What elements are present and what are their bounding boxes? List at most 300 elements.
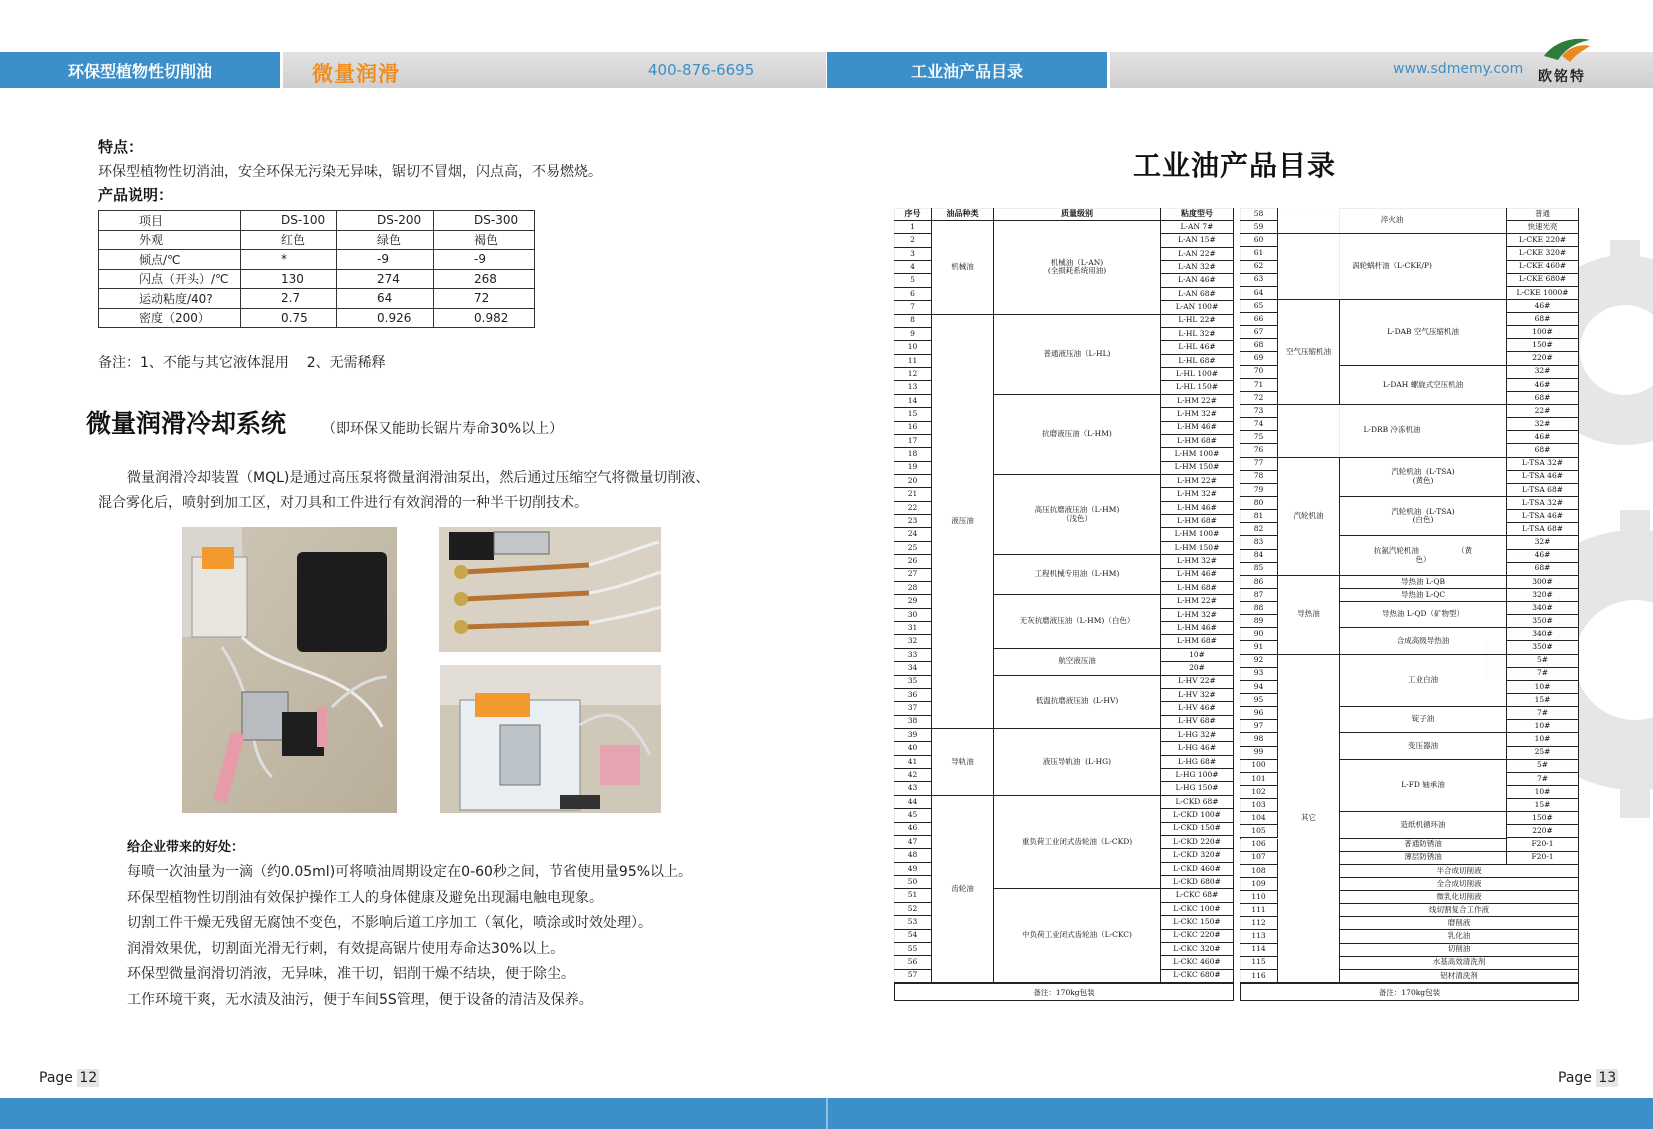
features-text: 环保型植物性切消油，安全环保无污染无异味，锯切不冒烟，闪点高，不易燃烧。 (98, 164, 602, 180)
catalog-grade: L-CKC 680# (1161, 970, 1234, 983)
catalog-row-number: 45 (894, 809, 932, 822)
catalog-row-number: 48 (894, 849, 932, 862)
spec-cell: 72 (434, 289, 535, 309)
catalog-grade: L-HM 32# (1161, 555, 1234, 568)
catalog-row-number: 109 (1240, 878, 1278, 891)
spec-cell: 运动粘度/40? (99, 289, 241, 309)
spec-cell: 闪点（开头）/℃ (99, 269, 241, 289)
catalog-row-number: 63 (1240, 274, 1278, 287)
catalog-row-number: 16 (894, 422, 932, 435)
catalog-row-number: 67 (1240, 326, 1278, 339)
catalog-row-number: 75 (1240, 431, 1278, 444)
catalog-grade: F20-1 (1507, 839, 1579, 852)
spec-row (99, 308, 535, 328)
catalog-row-number: 5 (894, 274, 932, 287)
catalog-row-number: 54 (894, 930, 932, 943)
catalog-quality: L-DAB 空气压缩机油 (1340, 300, 1507, 366)
catalog-quality: 工业白油 (1340, 655, 1507, 708)
catalog-row-number: 74 (1240, 418, 1278, 431)
catalog-row-number: 18 (894, 448, 932, 461)
catalog-grade: L-HL 100# (1161, 368, 1234, 381)
catalog-row-number: 52 (894, 903, 932, 916)
catalog-quality: 重负荷工业闭式齿轮油（L-CKD) (994, 796, 1161, 890)
page-label-left: Page (39, 1070, 73, 1086)
catalog-row-number: 35 (894, 676, 932, 689)
spec-cell: 绿色 (337, 230, 434, 250)
catalog-grade: 20# (1161, 662, 1234, 675)
spec-cell: 密度（200） (99, 308, 241, 328)
benefit-item: 切割工件干燥无残留无腐蚀不变色，不影响后道工序加工（氧化，喷涂或时效处理）。 (127, 915, 652, 931)
brand-name: 欧铭特 (1538, 69, 1586, 85)
page-num-left: 12 (79, 1070, 98, 1086)
catalog-grade: 5# (1507, 760, 1579, 773)
catalog-grade: L-HM 22# (1161, 395, 1234, 408)
catalog-grade: L-HM 32# (1161, 488, 1234, 501)
catalog-quality: 液压导轨油 (L-HG) (994, 729, 1161, 796)
catalog-row-number: 34 (894, 662, 932, 675)
catalog-row-number: 96 (1240, 707, 1278, 720)
catalog-grade: L-CKE 320# (1507, 247, 1579, 260)
catalog-row-number: 89 (1240, 615, 1278, 628)
benefits-heading: 给企业带来的好处： (127, 840, 245, 855)
catalog-grade: L-CKD 68# (1161, 796, 1234, 809)
catalog-grade: 46# (1507, 550, 1579, 563)
catalog-row-number: 28 (894, 582, 932, 595)
spec-cell: 0.982 (434, 308, 535, 328)
benefit-item: 润滑效果优，切割面光滑无行刺，有效提高锯片使用寿命达30%以上。 (127, 940, 565, 957)
catalog-row-number: 84 (1240, 550, 1278, 563)
catalog-header-cell: 油品种类 (932, 208, 994, 221)
catalog-grade: L-CKD 220# (1161, 836, 1234, 849)
catalog-quality: 高压抗磨液压油（L-HM) （浅色） (994, 475, 1161, 555)
page-number-right (1558, 1070, 1618, 1086)
catalog-grade: L-CKD 150# (1161, 823, 1234, 836)
catalog-grade: 68# (1507, 392, 1579, 405)
catalog-grade: L-HM 22# (1161, 595, 1234, 608)
catalog-quality: 微乳化切削液 (1340, 891, 1579, 904)
catalog-quality: L-DRB 冷冻机油 (1278, 405, 1507, 458)
remark-text: 备注：1、不能与其它液体混用 2、无需稀释 (98, 355, 386, 371)
catalog-grade: L-AN 46# (1161, 274, 1234, 287)
brand-logo-icon (1540, 34, 1592, 64)
spec-cell: 268 (434, 269, 535, 289)
catalog-row-number: 65 (1240, 300, 1278, 313)
catalog-grade: 46# (1507, 431, 1579, 444)
header-right-label: 工业油产品目录 (910, 61, 1023, 81)
catalog-quality: 导热油 L-QD（矿物型） (1340, 602, 1507, 628)
catalog-grade: 340# (1507, 628, 1579, 641)
catalog-row-number: 85 (1240, 563, 1278, 576)
catalog-category: 其它 (1278, 655, 1340, 983)
catalog-row-number: 76 (1240, 444, 1278, 457)
catalog-row-number: 103 (1240, 799, 1278, 812)
header-left-label-band (0, 52, 280, 88)
catalog-header-cell: 序号 (894, 208, 932, 221)
catalog-row-number: 26 (894, 555, 932, 568)
catalog-row-number: 9 (894, 328, 932, 341)
catalog-quality: 普通防锈油 (1340, 839, 1507, 852)
catalog-grade: 32# (1507, 366, 1579, 379)
catalog-quality: 导热油 L-QC (1340, 589, 1507, 602)
catalog-grade: 10# (1507, 720, 1579, 733)
catalog-grade: L-HM 150# (1161, 462, 1234, 475)
catalog-quality: 全合成切削液 (1340, 878, 1579, 891)
catalog-row-number: 3 (894, 248, 932, 261)
catalog-grade: 220# (1507, 825, 1579, 838)
catalog-row-number: 33 (894, 649, 932, 662)
system-title: 微量润滑冷却系统 (86, 409, 287, 438)
catalog-quality: 导热油 L-QB (1340, 576, 1507, 589)
catalog-grade: 10# (1507, 733, 1579, 746)
catalog-row-number: 62 (1240, 261, 1278, 274)
catalog-grade: 100# (1507, 326, 1579, 339)
catalog-grade: 350# (1507, 641, 1579, 654)
catalog-row-number: 29 (894, 595, 932, 608)
catalog-quality: 锭子油 (1340, 707, 1507, 733)
catalog-row-number: 114 (1240, 944, 1278, 957)
spec-cell: -9 (337, 250, 434, 270)
catalog-grade: L-CKC 220# (1161, 930, 1234, 943)
catalog-row-number: 7 (894, 301, 932, 314)
catalog-grade: L-HG 46# (1161, 742, 1234, 755)
catalog-grade: L-HM 32# (1161, 609, 1234, 622)
catalog-grade: L-HM 46# (1161, 422, 1234, 435)
catalog-grade: 10# (1161, 649, 1234, 662)
catalog-row-number: 88 (1240, 602, 1278, 615)
catalog-row-number: 77 (1240, 458, 1278, 471)
catalog-quality: 中负荷工业闭式齿轮油（L-CKC) (994, 889, 1161, 983)
spec-row (99, 289, 535, 309)
catalog-row-number: 86 (1240, 576, 1278, 589)
catalog-row-number: 15 (894, 408, 932, 421)
catalog-quality: 线切割复合工作液 (1340, 904, 1579, 917)
benefit-item: 工作环境干爽，无水渍及油污，便于车间5S管理，便于设备的清洁及保养。 (127, 991, 593, 1008)
catalog-row-number: 68 (1240, 339, 1278, 352)
catalog-row-number: 70 (1240, 366, 1278, 379)
catalog-grade: L-HV 46# (1161, 702, 1234, 715)
catalog-grade: L-HM 68# (1161, 515, 1234, 528)
catalog-quality: L-FD 轴承油 (1340, 760, 1507, 813)
catalog-row-number: 24 (894, 528, 932, 541)
catalog-grade: 7# (1507, 773, 1579, 786)
catalog-grade: 10# (1507, 786, 1579, 799)
catalog-row-number: 36 (894, 689, 932, 702)
catalog-row-number: 37 (894, 702, 932, 715)
catalog-row-number: 112 (1240, 917, 1278, 930)
features-heading: 特点： (98, 138, 144, 156)
catalog-row-number: 111 (1240, 904, 1278, 917)
spec-cell: DS-200 (337, 211, 434, 231)
catalog-grade: 300# (1507, 576, 1579, 589)
catalog-grade: 25# (1507, 747, 1579, 760)
photo-nozzle-assembly (439, 527, 661, 652)
catalog-row-number: 92 (1240, 655, 1278, 668)
catalog-row-number: 106 (1240, 839, 1278, 852)
catalog-row-number: 1 (894, 221, 932, 234)
catalog-header-cell: 粘度型号 (1161, 208, 1234, 221)
catalog-grade: L-HM 150# (1161, 542, 1234, 555)
catalog-grade: 68# (1507, 563, 1579, 576)
catalog-table-right (1240, 208, 1579, 1001)
catalog-grade: 320# (1507, 589, 1579, 602)
catalog-row-number: 73 (1240, 405, 1278, 418)
catalog-row-number: 105 (1240, 825, 1278, 838)
catalog-quality: L-DAH 螺旋式空压机油 (1340, 366, 1507, 405)
catalog-quality: 铝材清洗剂 (1340, 970, 1579, 983)
spec-cell: 64 (337, 289, 434, 309)
spec-cell: 褐色 (434, 230, 535, 250)
spec-cell: 0.926 (337, 308, 434, 328)
catalog-grade: 150# (1507, 339, 1579, 352)
catalog-grade: 340# (1507, 602, 1579, 615)
catalog-row-number: 95 (1240, 694, 1278, 707)
catalog-row-number: 91 (1240, 641, 1278, 654)
catalog-row-number: 10 (894, 341, 932, 354)
header-phone: 400-876-6695 (648, 61, 755, 79)
catalog-quality: 乳化油 (1340, 930, 1579, 943)
catalog-row-number: 113 (1240, 930, 1278, 943)
spec-row (99, 230, 535, 250)
catalog-row-number: 108 (1240, 865, 1278, 878)
catalog-quality: 变压器油 (1340, 733, 1507, 759)
spec-cell: 外观 (99, 230, 241, 250)
catalog-row-number: 12 (894, 368, 932, 381)
catalog-grade: L-TSA 68# (1507, 484, 1579, 497)
intro-line-2: 混合雾化后，喷射到加工区，对刀具和工件进行有效润滑的一种半干切削技术。 (98, 495, 588, 511)
catalog-row-number: 47 (894, 836, 932, 849)
catalog-grade: L-CKC 100# (1161, 903, 1234, 916)
catalog-row-number: 82 (1240, 523, 1278, 536)
system-subtitle: （即环保又能助长锯片寿命30%以上） (322, 421, 564, 437)
spec-cell: 项目 (99, 211, 241, 231)
catalog-grade: L-HG 32# (1161, 729, 1234, 742)
catalog-grade: 快速光亮 (1507, 221, 1579, 234)
spec-cell: 130 (241, 269, 337, 289)
catalog-grade: L-CKC 68# (1161, 889, 1234, 902)
catalog-quality: 抗磨液压油（L-HM) (994, 395, 1161, 475)
catalog-row-number: 90 (1240, 628, 1278, 641)
spec-header-row (99, 211, 535, 231)
spec-cell: 274 (337, 269, 434, 289)
catalog-row-number: 69 (1240, 352, 1278, 365)
catalog-quality: 薄层防锈油 (1340, 852, 1507, 865)
catalog-row-number: 104 (1240, 812, 1278, 825)
catalog-grade: L-HM 32# (1161, 408, 1234, 421)
catalog-grade: L-CKD 460# (1161, 863, 1234, 876)
catalog-quality: 磨削液 (1340, 917, 1579, 930)
catalog-row-number: 57 (894, 970, 932, 983)
catalog-quality: 工程机械专用油（L-HM) (994, 555, 1161, 595)
catalog-grade: L-CKE 460# (1507, 261, 1579, 274)
catalog-note: 备注：170kg包装 (894, 983, 1234, 1001)
catalog-grade: L-AN 32# (1161, 261, 1234, 274)
spec-cell: 倾点/℃ (99, 250, 241, 270)
page-num-right: 13 (1598, 1070, 1617, 1086)
page-number-left (39, 1070, 99, 1086)
catalog-row-number: 46 (894, 823, 932, 836)
catalog-grade: L-HM 46# (1161, 622, 1234, 635)
catalog-row-number: 102 (1240, 786, 1278, 799)
catalog-quality: 半合成切削液 (1340, 865, 1579, 878)
catalog-grade: L-HM 22# (1161, 475, 1234, 488)
catalog-category: 汽轮机油 (1278, 458, 1340, 576)
catalog-grade: L-HM 68# (1161, 435, 1234, 448)
catalog-row-number: 110 (1240, 891, 1278, 904)
catalog-quality: 无灰抗磨液压油（L-HM)（白色） (994, 595, 1161, 648)
catalog-grade: L-CKC 150# (1161, 916, 1234, 929)
catalog-grade: L-HM 68# (1161, 582, 1234, 595)
catalog-row-number: 115 (1240, 957, 1278, 970)
spec-row (99, 269, 535, 289)
catalog-grade: L-HV 32# (1161, 689, 1234, 702)
catalog-grade: L-HL 46# (1161, 341, 1234, 354)
catalog-row-number: 6 (894, 288, 932, 301)
product-heading: 产品说明： (98, 186, 174, 204)
catalog-grade: L-CKC 320# (1161, 943, 1234, 956)
catalog-category: 液压油 (932, 315, 994, 729)
spec-cell: -9 (434, 250, 535, 270)
catalog-grade: 32# (1507, 418, 1579, 431)
catalog-grade: L-HM 100# (1161, 448, 1234, 461)
photo-mql-reservoir (440, 665, 661, 813)
catalog-note: 备注：170kg包装 (1240, 983, 1579, 1001)
catalog-grade: 10# (1507, 681, 1579, 694)
spec-table (98, 210, 535, 328)
catalog-grade: 7# (1507, 668, 1579, 681)
catalog-quality: 低温抗磨液压油 (L-HV) (994, 676, 1161, 729)
catalog-row-number: 80 (1240, 497, 1278, 510)
benefit-item: 每喷一次油量为一滴（约0.05ml)可将喷油周期设定在0-60秒之间，节省使用量95%以上。 (127, 864, 693, 880)
catalog-row-number: 51 (894, 889, 932, 902)
catalog-row-number: 22 (894, 502, 932, 515)
catalog-row-number: 25 (894, 542, 932, 555)
catalog-row-number: 27 (894, 569, 932, 582)
catalog-quality: 水基高效清洗剂 (1340, 957, 1579, 970)
catalog-row-number: 42 (894, 769, 932, 782)
catalog-row-number: 17 (894, 435, 932, 448)
catalog-row-number: 4 (894, 261, 932, 274)
catalog-row-number: 83 (1240, 536, 1278, 549)
catalog-category: 机械油 (932, 221, 994, 315)
catalog-grade: L-AN 7# (1161, 221, 1234, 234)
catalog-row-number: 100 (1240, 760, 1278, 773)
catalog-grade: L-CKD 100# (1161, 809, 1234, 822)
catalog-grade: L-AN 22# (1161, 248, 1234, 261)
catalog-row-number: 2 (894, 234, 932, 247)
catalog-grade: 普通 (1507, 208, 1579, 221)
catalog-row-number: 49 (894, 863, 932, 876)
catalog-quality: 淬火油 (1278, 208, 1507, 234)
catalog-grade: 350# (1507, 615, 1579, 628)
catalog-grade: 22# (1507, 405, 1579, 418)
benefit-item: 环保型微量润滑切消液，无异味，准干切，铝削干燥不结块，便于除尘。 (127, 966, 575, 982)
catalog-row-number: 87 (1240, 589, 1278, 602)
catalog-grade: 15# (1507, 694, 1579, 707)
catalog-grade: L-AN 15# (1161, 234, 1234, 247)
catalog-row-number: 53 (894, 916, 932, 929)
catalog-grade: 5# (1507, 655, 1579, 668)
catalog-row-number: 44 (894, 796, 932, 809)
catalog-grade: L-TSA 46# (1507, 510, 1579, 523)
catalog-grade: 68# (1507, 313, 1579, 326)
catalog-grade: L-HM 100# (1161, 528, 1234, 541)
catalog-grade: L-HV 68# (1161, 716, 1234, 729)
catalog-grade: L-AN 68# (1161, 288, 1234, 301)
catalog-grade: L-TSA 32# (1507, 497, 1579, 510)
catalog-grade: L-CKE 220# (1507, 234, 1579, 247)
catalog-grade: L-CKD 320# (1161, 849, 1234, 862)
catalog-row-number: 59 (1240, 221, 1278, 234)
benefit-item: 环保型植物性切削油有效保护操作工人的身体健康及避免出现漏电触电现象。 (127, 889, 603, 906)
catalog-row-number: 107 (1240, 852, 1278, 865)
catalog-row-number: 94 (1240, 681, 1278, 694)
spec-cell: * (241, 250, 337, 270)
catalog-grade: L-TSA 32# (1507, 458, 1579, 471)
catalog-quality: 航空液压油 (994, 649, 1161, 676)
catalog-quality: 普通液压油（L-HL) (994, 315, 1161, 395)
catalog-quality: 机械油（L-AN) (全损耗系统用油) (994, 221, 1161, 315)
catalog-row-number: 116 (1240, 970, 1278, 983)
catalog-grade: L-HM 68# (1161, 635, 1234, 648)
catalog-row-number: 61 (1240, 247, 1278, 260)
spec-row (99, 250, 535, 270)
catalog-row-number: 71 (1240, 379, 1278, 392)
spec-cell: DS-300 (434, 211, 535, 231)
catalog-row-number: 30 (894, 609, 932, 622)
catalog-row-number: 66 (1240, 313, 1278, 326)
catalog-quality: 合成高级导热油 (1340, 628, 1507, 654)
catalog-grade: F20-1 (1507, 852, 1579, 865)
catalog-header-cell: 质量级别 (994, 208, 1161, 221)
catalog-grade: 46# (1507, 300, 1579, 313)
catalog-grade: L-HG 100# (1161, 769, 1234, 782)
spec-cell: 红色 (241, 230, 337, 250)
catalog-category: 齿轮油 (932, 796, 994, 983)
catalog-quality: 涡轮蜗杆油（L-CKE/P) (1278, 234, 1507, 300)
catalog-row-number: 81 (1240, 510, 1278, 523)
catalog-grade: 7# (1507, 707, 1579, 720)
catalog-grade: L-HL 32# (1161, 328, 1234, 341)
catalog-grade: L-HM 46# (1161, 502, 1234, 515)
catalog-row-number: 39 (894, 729, 932, 742)
catalog-grade: 220# (1507, 352, 1579, 365)
catalog-category: 空气压缩机油 (1278, 300, 1340, 405)
header-left-label: 环保型植物性切削油 (67, 61, 212, 81)
catalog-grade: 68# (1507, 444, 1579, 457)
header-website: www.sdmemy.com (1393, 61, 1524, 77)
catalog-grade: L-CKE 1000# (1507, 287, 1579, 300)
spec-cell: 2.7 (241, 289, 337, 309)
catalog-row-number: 40 (894, 742, 932, 755)
catalog-row-number: 13 (894, 381, 932, 394)
catalog-row-number: 11 (894, 355, 932, 368)
catalog-grade: L-HG 150# (1161, 782, 1234, 795)
catalog-row-number: 56 (894, 956, 932, 969)
catalog-row-number: 31 (894, 622, 932, 635)
intro-line-1: 微量润滑冷却装置（MQL)是通过高压泵将微量润滑油泵出，然后通过压缩空气将微量切削液、 (127, 470, 710, 486)
header-right-label-band (827, 52, 1107, 88)
header-highlight: 微量润滑 (312, 62, 400, 86)
catalog-row-number: 38 (894, 716, 932, 729)
catalog-row-number: 41 (894, 756, 932, 769)
catalog-grade: 15# (1507, 799, 1579, 812)
catalog-row-number: 64 (1240, 287, 1278, 300)
catalog-row-number: 20 (894, 475, 932, 488)
catalog-category: 导热油 (1278, 576, 1340, 655)
catalog-row-number: 19 (894, 462, 932, 475)
photo-mql-unit-desk (182, 527, 397, 813)
catalog-row-number: 78 (1240, 471, 1278, 484)
